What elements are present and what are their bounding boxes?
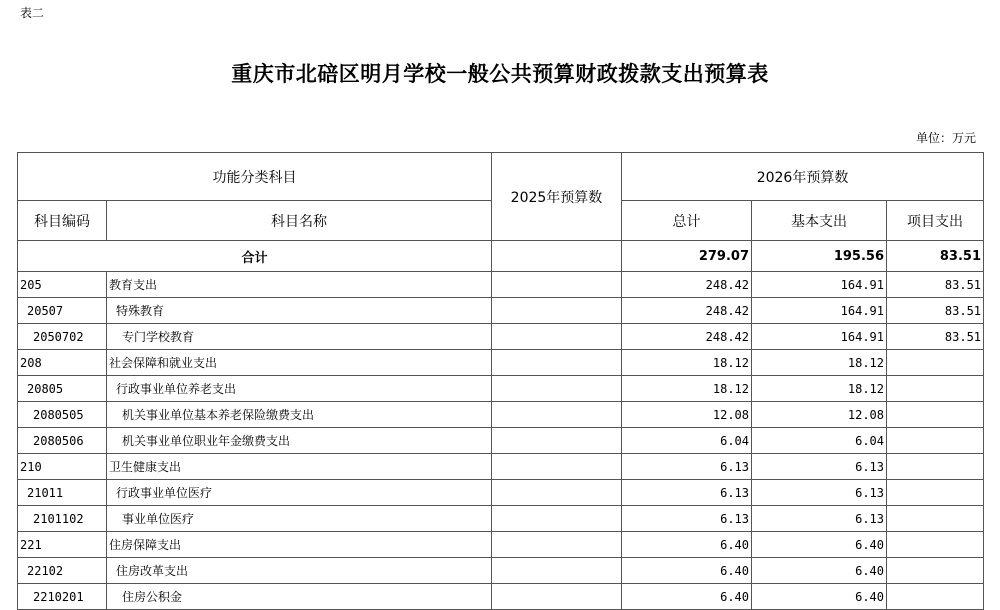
unit-label: 单位：万元: [915, 131, 976, 145]
row-prev-budget: [492, 376, 622, 402]
row-code: 21011: [18, 480, 107, 506]
row-total: 12.08: [622, 402, 752, 428]
row-basic: 18.12: [752, 376, 887, 402]
row-project: [887, 532, 984, 558]
row-code: 20805: [18, 376, 107, 402]
table-row: [18, 558, 984, 584]
row-project: [887, 350, 984, 376]
row-basic: 164.91: [752, 272, 887, 298]
row-name: 住房公积金: [107, 584, 492, 610]
row-project: [887, 428, 984, 454]
row-code: 2101102: [18, 506, 107, 532]
row-prev-budget: [492, 402, 622, 428]
row-prev-budget: [492, 480, 622, 506]
row-basic: 6.13: [752, 480, 887, 506]
row-code: 2080505: [18, 402, 107, 428]
row-project: [887, 558, 984, 584]
table-row: [18, 480, 984, 506]
row-prev-budget: [492, 272, 622, 298]
row-basic: 6.13: [752, 506, 887, 532]
row-prev-budget: [492, 454, 622, 480]
row-code: 2080506: [18, 428, 107, 454]
row-name: 社会保障和就业支出: [107, 350, 492, 376]
total-label: 合计: [18, 241, 492, 272]
row-total: 6.04: [622, 428, 752, 454]
table-row: [18, 506, 984, 532]
header-functional-category: 功能分类科目: [18, 153, 492, 201]
row-name: 教育支出: [107, 272, 492, 298]
table-row: [18, 298, 984, 324]
row-project: 83.51: [887, 272, 984, 298]
row-total: 6.40: [622, 532, 752, 558]
row-total: 6.13: [622, 480, 752, 506]
row-code: 221: [18, 532, 107, 558]
row-total: 6.40: [622, 584, 752, 610]
row-total: 18.12: [622, 376, 752, 402]
row-project: 83.51: [887, 298, 984, 324]
row-prev-budget: [492, 324, 622, 350]
row-name: 卫生健康支出: [107, 454, 492, 480]
table-row: [18, 428, 984, 454]
row-code: 210: [18, 454, 107, 480]
header-2025-budget: 2025年预算数: [492, 153, 622, 241]
row-total: 248.42: [622, 324, 752, 350]
table-row: [18, 402, 984, 428]
row-basic: 164.91: [752, 298, 887, 324]
row-project: [887, 480, 984, 506]
row-name: 事业单位医疗: [107, 506, 492, 532]
row-basic: 6.13: [752, 454, 887, 480]
total-basic: 195.56: [752, 241, 887, 272]
row-project: [887, 454, 984, 480]
table-row: [18, 350, 984, 376]
total-total: 279.07: [622, 241, 752, 272]
row-code: 205: [18, 272, 107, 298]
row-project: [887, 506, 984, 532]
row-basic: 6.04: [752, 428, 887, 454]
row-code: 208: [18, 350, 107, 376]
row-prev-budget: [492, 506, 622, 532]
row-basic: 12.08: [752, 402, 887, 428]
row-code: 2050702: [18, 324, 107, 350]
row-name: 机关事业单位基本养老保险缴费支出: [107, 402, 492, 428]
row-prev-budget: [492, 350, 622, 376]
total-project: 83.51: [887, 241, 984, 272]
row-total: 248.42: [622, 272, 752, 298]
row-project: [887, 376, 984, 402]
row-prev-budget: [492, 428, 622, 454]
row-name: 专门学校教育: [107, 324, 492, 350]
table-row: [18, 324, 984, 350]
header-2026-budget: 2026年预算数: [622, 153, 984, 201]
row-code: 2210201: [18, 584, 107, 610]
row-prev-budget: [492, 532, 622, 558]
header-name: 科目名称: [107, 201, 492, 241]
row-name: 机关事业单位职业年金缴费支出: [107, 428, 492, 454]
row-basic: 6.40: [752, 584, 887, 610]
header-code: 科目编码: [18, 201, 107, 241]
table-row: [18, 376, 984, 402]
row-total: 248.42: [622, 298, 752, 324]
row-total: 18.12: [622, 350, 752, 376]
table-row: [18, 584, 984, 610]
total-row: [18, 241, 984, 272]
row-name: 特殊教育: [107, 298, 492, 324]
row-project: 83.51: [887, 324, 984, 350]
row-total: 6.13: [622, 454, 752, 480]
header-basic: 基本支出: [752, 201, 887, 241]
table-tag: 表二: [20, 6, 45, 20]
table-row: [18, 454, 984, 480]
row-basic: 6.40: [752, 532, 887, 558]
total-prev: [492, 241, 622, 272]
row-project: [887, 584, 984, 610]
budget-table: [17, 152, 984, 610]
row-basic: 164.91: [752, 324, 887, 350]
row-code: 22102: [18, 558, 107, 584]
row-basic: 6.40: [752, 558, 887, 584]
row-name: 行政事业单位医疗: [107, 480, 492, 506]
row-prev-budget: [492, 298, 622, 324]
row-prev-budget: [492, 584, 622, 610]
row-total: 6.13: [622, 506, 752, 532]
page-title: 重庆市北碚区明月学校一般公共预算财政拨款支出预算表: [231, 61, 769, 86]
row-name: 行政事业单位养老支出: [107, 376, 492, 402]
row-total: 6.40: [622, 558, 752, 584]
row-project: [887, 402, 984, 428]
row-basic: 18.12: [752, 350, 887, 376]
row-prev-budget: [492, 558, 622, 584]
header-project: 项目支出: [887, 201, 984, 241]
row-code: 20507: [18, 298, 107, 324]
table-row: [18, 272, 984, 298]
table-row: [18, 532, 984, 558]
row-name: 住房保障支出: [107, 532, 492, 558]
row-name: 住房改革支出: [107, 558, 492, 584]
header-total: 总计: [622, 201, 752, 241]
